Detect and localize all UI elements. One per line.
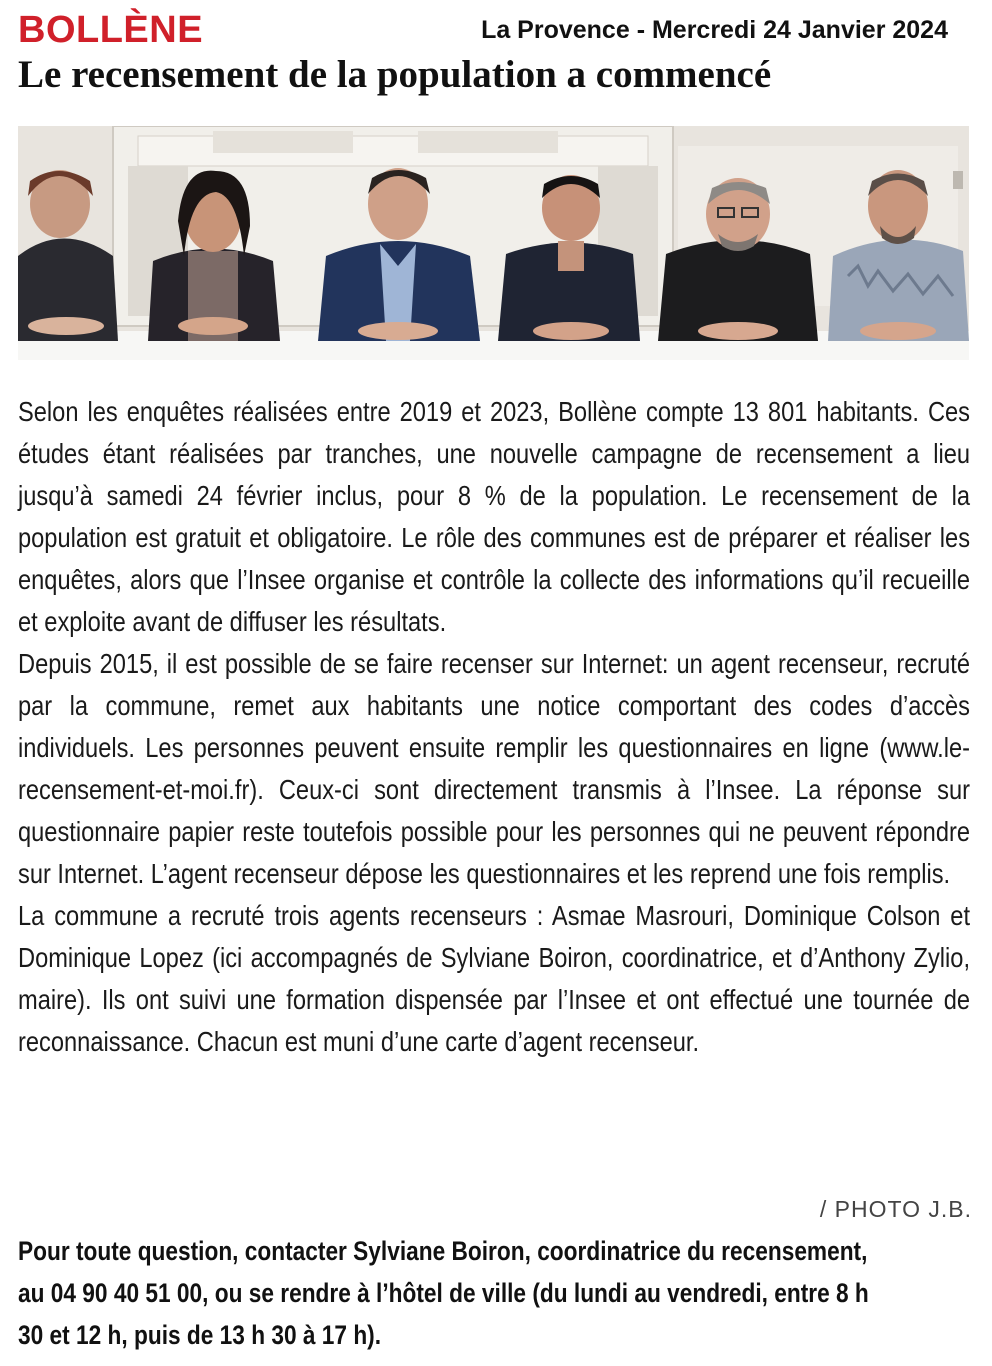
article-paragraph-3: La commune a recruté trois agents recenseurs : Asmae Masrouri, Dominique Colson et Dominique Lopez (ici accompagnés de Sylviane Boiron, coordinatrice, et d’Anthony Zylio, maire). Ils ont suivi une formation dispensée par l’Insee et ont effectué une tournée de reconnaissance. Chacun est muni d’une carte d’agent recenseur. <box>18 900 971 1057</box>
photo-credit: / PHOTO J.B. <box>819 1196 972 1222</box>
group-photo-illustration <box>18 126 969 360</box>
contact-info: Pour toute question, contacter Sylviane Boiron, coordinatrice du recensement, au 04 90 40 51 00, ou se rendre à l’hôtel de ville (du lundi au vendredi, entre 8 h 30 et 12 h, puis de 13 h 30 à 17 h). <box>18 1236 869 1350</box>
town-kicker: BOLLÈNE <box>18 9 204 51</box>
newspaper-source-date: La Provence - Mercredi 24 Janvier 2024 <box>481 16 948 44</box>
article-paragraph-2: Depuis 2015, il est possible de se faire recenser sur Internet: un agent recenseur, recruté par la commune, remet aux habitants une notice comportant des codes d’accès individuels. Les personnes peuvent ensuite remplir les questionnaires en ligne (www.le-recensement-et-moi.fr). Ceux-ci sont directement transmis à l’Insee. La réponse sur questionnaire papier reste toutefois possible pour les personnes qui ne peuvent répondre sur Internet. L’agent recenseur dépose les questionnaires et les reprend une fois remplis. <box>18 648 971 889</box>
article-paragraph-1: Selon les enquêtes réalisées entre 2019 et 2023, Bollène compte 13 801 habitants. Ces études étant réalisées par tranches, une nouvelle campagne de recensement a lieu jusqu’à samedi 24 février inclus, pour 8 % de la population. Le recensement de la population est gratuit et obligatoire. Le rôle des communes est de préparer et réaliser les enquêtes, alors que l’Insee organise et contrôle la collecte des informations qu’il recueille et exploite avant de diffuser les résultats. <box>18 396 971 637</box>
article-photo <box>18 126 969 360</box>
article-body <box>18 391 970 1063</box>
article-headline: Le recensement de la population a commencé <box>18 53 772 96</box>
